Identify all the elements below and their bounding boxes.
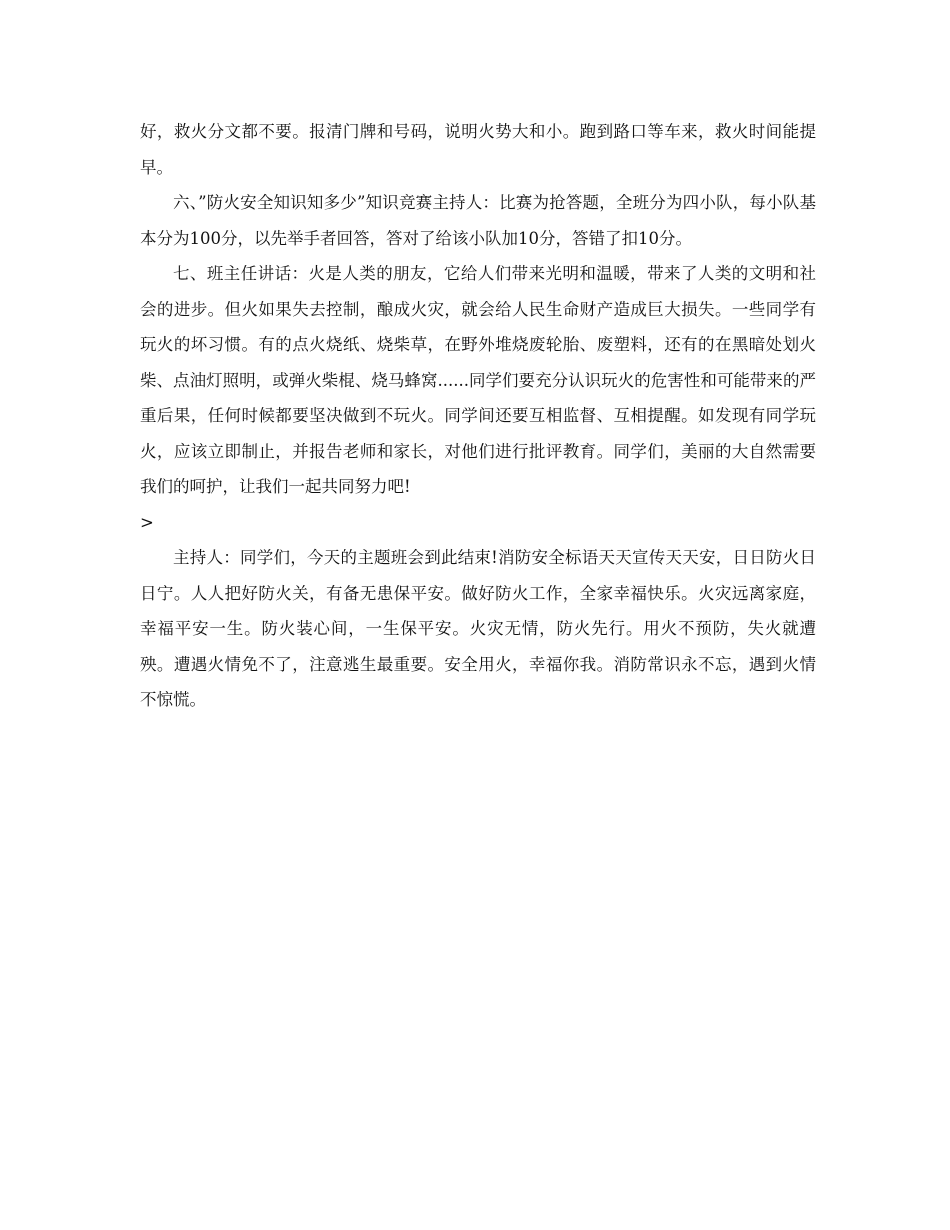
paragraph-continued: 好，救火分文都不要。报清门牌和号码，说明火势大和小。跑到路口等车来，救火时间能提早。: [140, 122, 816, 177]
chevron-marker: >: [140, 512, 154, 532]
paragraph-section-six: 六、”防火安全知识知多少”知识竞赛主持人：比赛为抢答题，全班分为四小队，每小队基本分为100分，以先举手者回答，答对了给该小队加10分，答错了扣10分。: [140, 193, 816, 248]
document-body: [140, 114, 816, 718]
paragraph-closing: 主持人：同学们，今天的主题班会到此结束!消防安全标语天天宣传天天安，日日防火日日宁。人人把好防火关，有备无患保平安。做好防火工作，全家幸福快乐。火灾远离家庭，幸福平安一生。防火装心间，一生保平安。火灾无情，防火先行。用火不预防，失火就遭殃。遭遇火情免不了，注意逃生最重要。安全用火，幸福你我。消防常识永不忘，遇到火情不惊慌。: [140, 548, 816, 709]
paragraph-section-seven: 七、班主任讲话：火是人类的朋友，它给人们带来光明和温暖，带来了人类的文明和社会的进步。但火如果失去控制，酿成火灾，就会给人民生命财产造成巨大损失。一些同学有玩火的坏习惯。有的点火烧纸、烧柴草，在野外堆烧废轮胎、废塑料，还有的在黑暗处划火柴、点油灯照明，或弹火柴棍、烧马蜂窝......同学们要充分认识玩火的危害性和可能带来的严重后果，任何时候都要坚决做到不玩火。同学间还要互相监督、互相提醒。如发现有同学玩火，应该立即制止，并报告老师和家长，对他们进行批评教育。同学们，美丽的大自然需要我们的呵护，让我们一起共同努力吧!: [140, 264, 816, 496]
